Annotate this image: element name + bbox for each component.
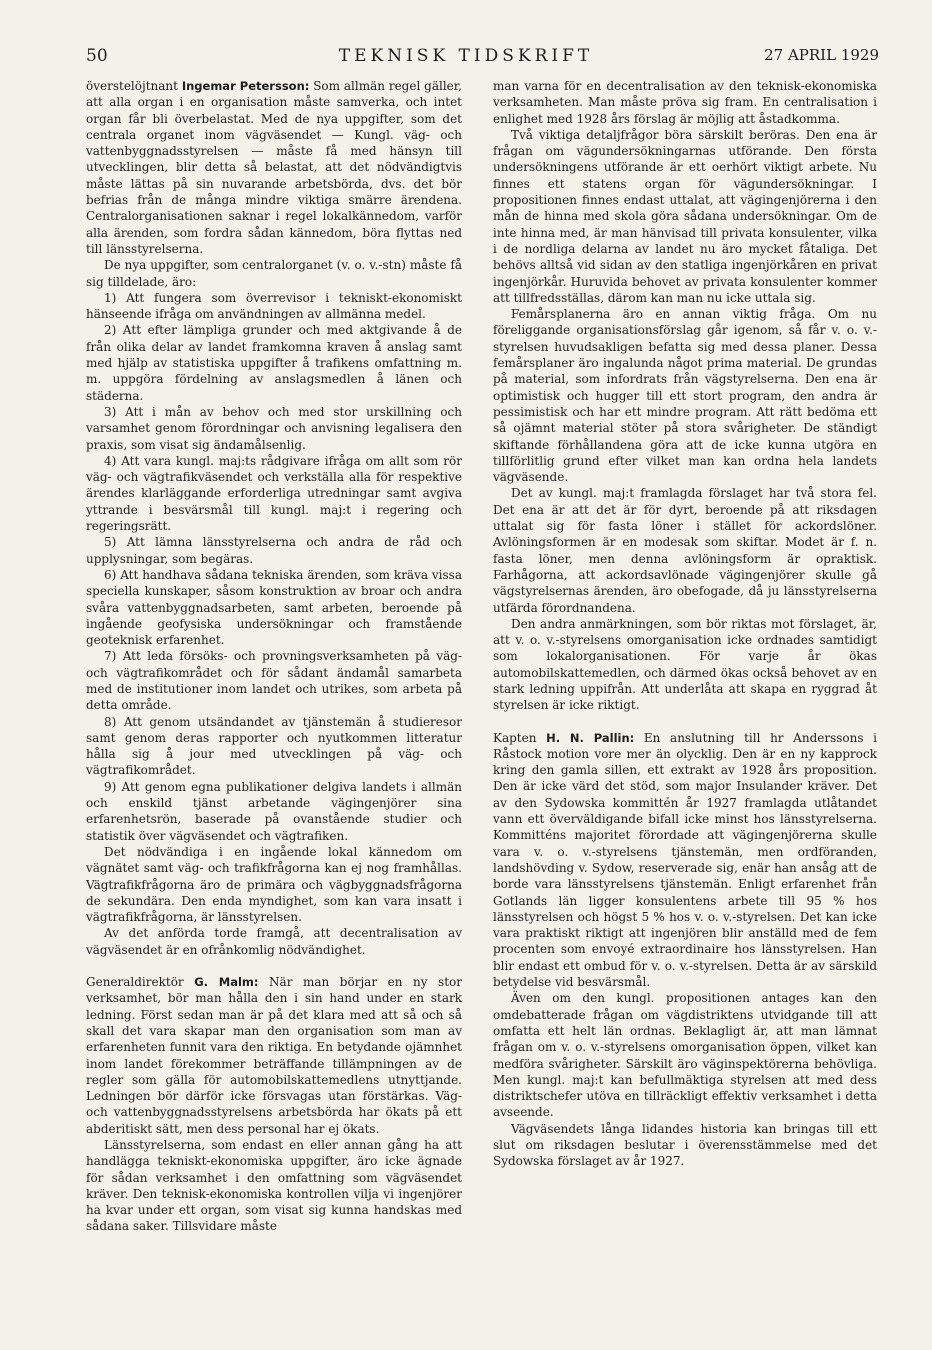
list-item: 5) Att lämna länsstyrelserna och andra de råd och upplysningar, som begäras. xyxy=(86,535,462,566)
paragraph: Den andra anmärkningen, som bör riktas mot förslaget, är, att v. o. v.-styrelsens omorganisation icke ordnades samtidigt som lokalorganisationen. För varje år ökas automobilskattemedlen, och därmed ökas också behovet av en stark ledning uppifrån. Att underlåta att skapa en ryggrad åt styrelsen är icke riktigt. xyxy=(493,616,877,713)
left-column xyxy=(86,78,462,1235)
paragraph: Vägväsendets långa lidandes historia kan bringas till ett slut om riksdagen beslutar i överensstämmelse med det Sydowska förslaget av år 1927. xyxy=(493,1121,877,1169)
speaker-name: G. Malm: xyxy=(194,975,259,990)
paragraph xyxy=(86,78,462,257)
paragraph: Det av kungl. maj:t framlagda förslaget har två stora fel. Det ena är att det är för dyrt, beroende på att riksdagen uttalat sig för fasta löner i stället för ackordslöner. Avlöningsformen är en modesak som skiftar. Modet är f. n. fasta löner, men denna avlöningsform är opraktisk. Farhågorna, att ackordsavlönade vägingenjörer skulle gå vägstyrelsernas ärenden, äro obefogade, då ju länsstyrelserna utfärda förordnandena. xyxy=(493,486,877,615)
paragraph: Det nödvändiga i en ingående lokal kännedom om vägnätet samt väg- och trafikfrågorna kan ej nog framhållas. Vägtrafikfrågorna äro de primära och vägbyggnadsfrågorna de sekundära. Den enda myndighet, som kan vara insatt i vägtrafikfrågorna, är länsstyrelsen. xyxy=(86,844,462,925)
paragraph-text: Som allmän regel gäller, att alla organ i en organisation måste samverka, och intet organ får bli överbelastat. Med de nya uppgifter, som det centrala organet inom vägväsendet — Kungl. väg- och vattenbyggnadsstyrelsen — måste få med hänsyn till utvecklingen, blir detta så belastat, att det nödvändigtvis måste lättas på sin nuvarande arbetsbörda, dvs. det bör befrias från de många mindre viktiga smärre ärendena. Centralorganisationen saknar i regel lokalkännedom, varför alla ärenden, som fordra sådan kännedom, böra flyttas ned till länsstyrelserna. xyxy=(86,79,462,256)
right-column xyxy=(493,78,877,1170)
speaker-title: Kapten xyxy=(493,730,547,745)
issue-date: 27 APRIL 1929 xyxy=(764,46,879,64)
list-item: 6) Att handhava sådana tekniska ärenden, som kräva vissa speciella kunskaper, såsom konstruktion av broar och andra svåra vattenbyggnadsarbeten, samt arbeten, beroende på ingående geofysiska undersökningar och framstående geoteknisk erfarenhet. xyxy=(86,567,462,648)
paragraph: Två viktiga detaljfrågor böra särskilt beröras. Den ena är frågan om vägundersökningarnas utförande. Den första undersökningens utförande är ett oerhört viktigt arbete. Nu finnes ett statens organ för vägundersökningar. I propositionen finnes endast uttalat, att vägingenjörerna i den mån de hinna med skola göra sådana undersökningar. Om de inte hinna med, är man hänvisad till privata konsulenter, vilka i de nordliga delarna av landet nu äro mycket fåtaliga. Det behövs alltså vid sidan av den statliga ingenjörkåren en privat ingenjörkår. Huruvida behovet av privata konsulenter kommer att tillfredsställas, därom kan man nu icke uttala sig. xyxy=(493,127,877,305)
list-item: 4) Att vara kungl. maj:ts rådgivare ifråga om allt som rör väg- och vägtrafikväsendet och verkställa alla för respektive ärendes klarläggande erforderliga utredningar samt avgiva yttrande i besvärsmål till kungl. maj:t i regering och regeringsrätt. xyxy=(86,453,462,534)
paragraph: Femårsplanerna äro en annan viktig fråga. Om nu föreliggande organisationsförslag går igenom, så får v. o. v.-styrelsen huvudsakligen befatta sig med dessa planer. Dessa femårsplaner äro ingalunda något prima material. De grundas på material, som infordrats från vägstyrelserna. Den ena är optimistisk och hugger till ett stort program, den andra är pessimistisk och har ett mindre program. Att rätt bedöma ett så ojämnt material stöter på stora svårigheter. De ständigt skiftande förhållandena göra att de icke kunna utgöra en tillförlitlig grund efter vilket man kan ordna hela landets vägväsende. xyxy=(493,307,877,485)
paragraph: De nya uppgifter, som centralorganet (v. o. v.-stn) måste få sig tilldelade, äro: xyxy=(86,258,462,289)
journal-title: TEKNISK TIDSKRIFT xyxy=(338,46,594,66)
speaker-title: Generaldirektör xyxy=(86,975,195,990)
paragraph: Av det anförda torde framgå, att decentralisation av vägväsendet är en ofrånkomlig nödvändighet. xyxy=(86,926,462,957)
list-item: 1) Att fungera som överrevisor i tekniskt-ekonomiskt hänseende ifråga om användningen av allmänna medel. xyxy=(86,290,462,322)
speaker-name: H. N. Pallin: xyxy=(546,730,635,745)
page-header xyxy=(0,42,932,72)
paragraph xyxy=(493,730,877,991)
paragraph-text: En anslutning till hr Anderssons i Råstock motion vore mer än olycklig. Den är en ny kapprock kring den gamla sillen, ett extrakt av 1928 års proposition. Den är icke värd det stöd, som major Insulander kräver. Det av den Sydowska kommittén år 1927 framlagda utlåtandet vann ett överväldigande bifall icke minst hos länsstyrelserna. Kommitténs majoritet förordade att vägingenjörerna skulle vara v. o. v.-styrelsens tjänstemän, men ordföranden, landshövding v. Sydow, reserverade sig, enär han ansåg att de borde vara länsstyrelsens tjänstemän. Enligt erfarenhet från Gotlands län ligger konsulentens arbete till 95 % hos länsstyrelsen och högst 5 % hos v. o. v.-styrelsen. Det kan icke vara praktiskt riktigt att ingenjören blir anställd med de fem procenten som envoyé extraordinaire hos länsstyrelsen. Han blir endast ett ombud för v. o. v.-styrelsen. Detta är av särskild betydelse vid besvärsmål. xyxy=(493,730,877,990)
list-item: 3) Att i mån av behov och med stor urskillning och varsamhet genom förordningar och anvisning legalisera den praxis, som visat sig ändamålsenlig. xyxy=(86,404,462,452)
list-item: 2) Att efter lämpliga grunder och med aktgivande å de från olika delar av landet framkomna kraven å anslag samt med hjälp av statistiska uppgifter å trafikens omfattning m. m. uppgöra fördelning av anslagsmedlen å länen och städerna. xyxy=(86,323,462,403)
page-number: 50 xyxy=(86,46,108,66)
list-item: 7) Att leda försöks- och provningsverksamheten på väg- och vägtrafikområdet och för sådant ändamål samarbeta med de institutioner inom landet och utrikes, som arbeta på detta område. xyxy=(86,649,462,713)
speaker-name: Ingemar Petersson: xyxy=(181,79,310,93)
paragraph: Länsstyrelserna, som endast en eller annan gång ha att handlägga tekniskt-ekonomiska uppgifter, äro icke ägnade för sådan verksamhet i den omfattning som vägväsendet kräver. Den teknisk-ekonomiska kontrollen vilja vi ingenjörer ha kvar under ett organ, som visat sig kunna handskas med sådana saker. Tillsvidare måste xyxy=(86,1138,462,1234)
speaker-title: överstelöjtnant xyxy=(86,79,182,93)
list-item: 8) Att genom utsändandet av tjänstemän å studieresor samt genom deras rapporter och nyutkommen litteratur hålla sig å jour med utvecklingen på väg- och vägtrafikområdet. xyxy=(86,714,462,778)
paragraph xyxy=(86,974,462,1137)
paragraph: man varna för en decentralisation av den teknisk-ekonomiska verksamheten. Man måste pröva sig fram. En centralisation i enlighet med 1928 års förslag är möjlig att åstadkomma. xyxy=(493,79,877,126)
list-item: 9) Att genom egna publikationer delgiva landets i allmän och enskild tjänst arbetande vägingenjörer sina erfarenhetsrön, baserade på ovanstående studier och statistik över vägväsendet och vägtrafiken. xyxy=(86,779,462,843)
paragraph-text: När man börjar en ny stor verksamhet, bör man hålla den i sin hand under en stark ledning. Först sedan man är på det klara med att så och så skall det vara skapar man den organisation som man av erfarenheten funnit vara den riktiga. En betydande ojämnhet inom landet förekommer beträffande tillämpningen av de regler som gälla för automobilskattemedlens utnyttjande. Ledningen bör därför icke försvagas utan förstärkas. Väg- och vattenbyggnadsstyrelsens arbetsbörda har ökats på ett abderitiskt sätt, men dess personal har ej ökats. xyxy=(86,975,462,1136)
paragraph: Även om den kungl. propositionen antages kan den omdebatterade frågan om vägdistriktens utvidgande till att omfatta ett helt län ordnas. Beklagligt är, att man lämnat frågan om v. o. v.-styrelsens omorganisation öppen, vilket kan medföra svårigheter. Särskilt äro väginspektörerna behövliga. Men kungl. maj:t kan befullmäktiga styrelsen att med dess distriktschefer utöva en tillräckligt effektiv verksamhet i detta avseende. xyxy=(493,991,877,1120)
